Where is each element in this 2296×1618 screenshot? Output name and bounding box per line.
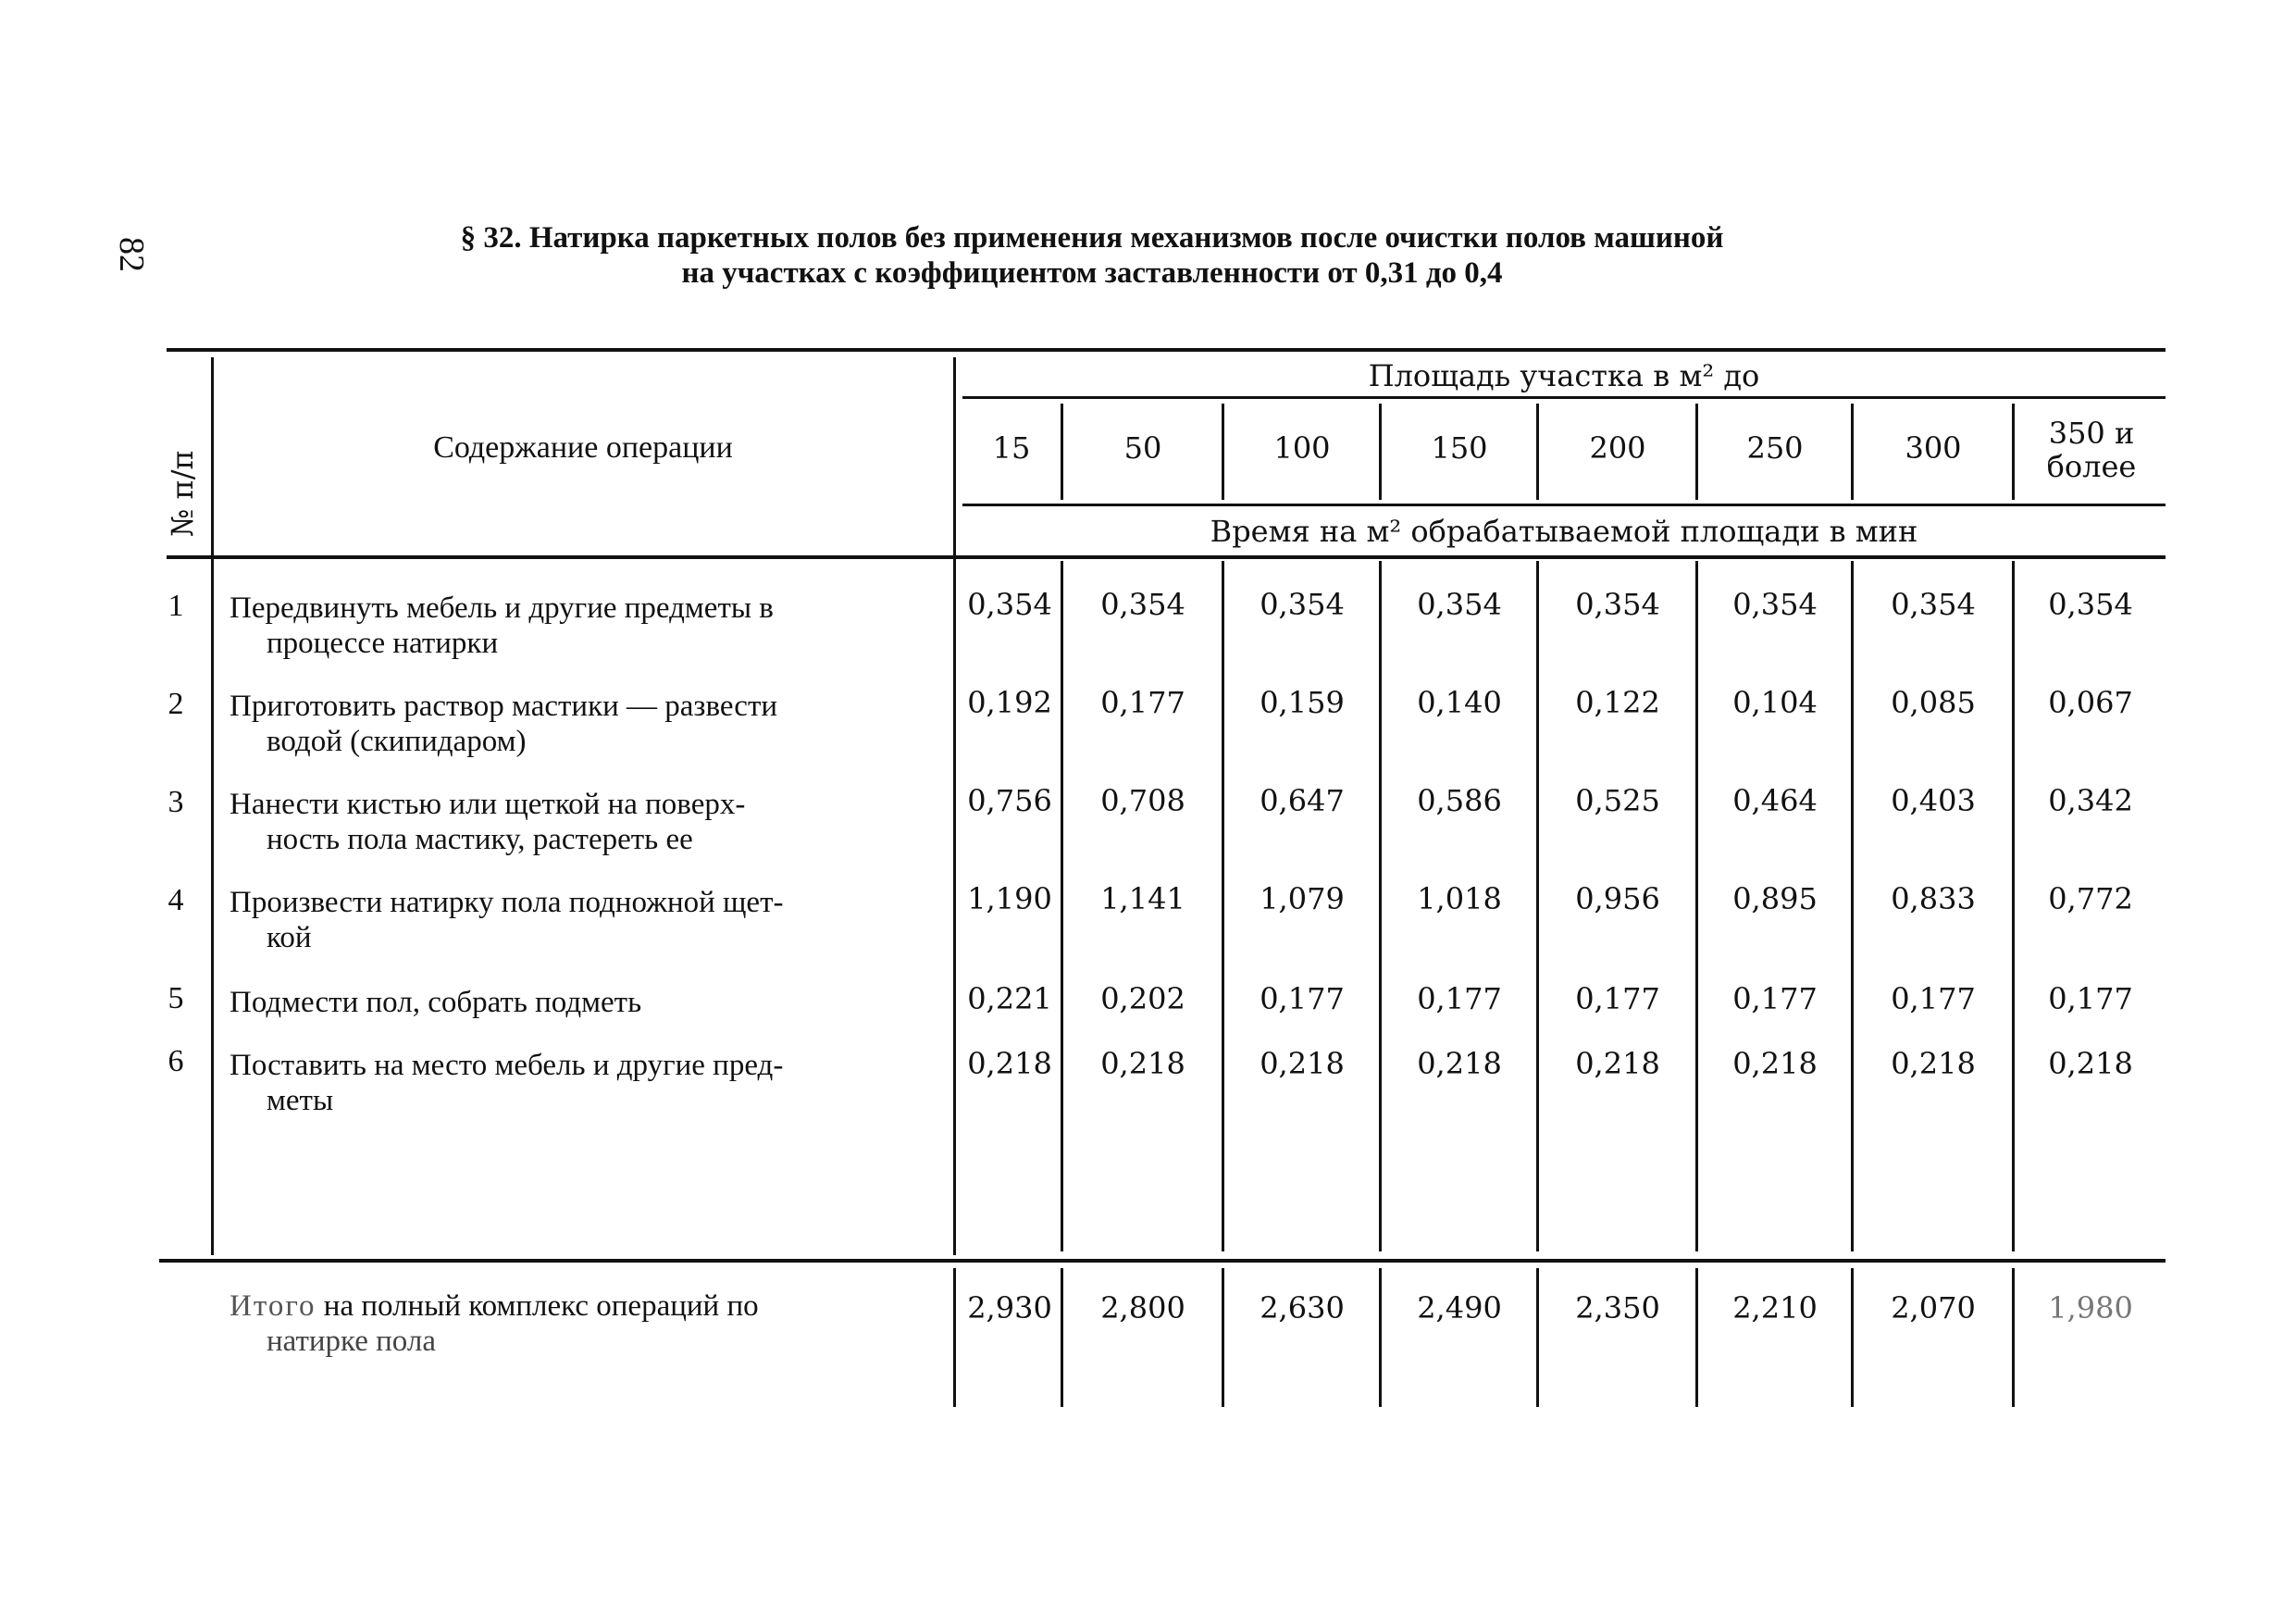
value-cell: 0,403 xyxy=(1891,783,1976,818)
total-value-cell: 2,800 xyxy=(1100,1290,1185,1326)
value-cell: 0,177 xyxy=(2048,981,2133,1016)
value-cell: 0,354 xyxy=(2048,587,2133,622)
area-header-text: Площадь участка в м² до xyxy=(1368,358,1760,393)
body-col-divider xyxy=(1536,561,1539,1251)
area-col-divider xyxy=(1379,404,1382,500)
operation-line: процессе натирки xyxy=(267,627,499,660)
title-line-2: на участках с коэффициентом заставленности от 0,31 до 0,4 xyxy=(681,256,1503,290)
col-divider-op xyxy=(953,357,956,1255)
value-cell: 0,708 xyxy=(1100,783,1185,818)
total-value-cell: 2,210 xyxy=(1732,1290,1818,1326)
area-col-divider xyxy=(1222,404,1224,500)
value-cell: 0,464 xyxy=(1732,783,1818,818)
value-cell: 1,141 xyxy=(1100,881,1185,916)
area-columns-underline xyxy=(962,504,2166,506)
value-cell: 0,218 xyxy=(1575,1046,1660,1081)
value-cell: 1,018 xyxy=(1417,881,1502,916)
total-col-divider xyxy=(1851,1268,1854,1407)
operation-text xyxy=(230,689,933,759)
area-col-300: 300 xyxy=(1905,430,1962,466)
row-number: 4 xyxy=(168,883,184,917)
row-number-header: № п/п xyxy=(165,450,200,537)
area-col-divider xyxy=(1851,404,1854,500)
operation-line: Передвинуть мебель и другие предметы в xyxy=(230,591,774,625)
value-cell: 0,177 xyxy=(1260,981,1345,1016)
time-header: Время на м² обрабатываемой площади в мин xyxy=(1210,514,1918,549)
value-cell: 0,218 xyxy=(967,1046,1052,1081)
table-top-rule xyxy=(167,348,2166,352)
value-cell: 0,177 xyxy=(1575,981,1660,1016)
operation-text xyxy=(230,787,933,857)
operation-line: ность пола мастику, растереть ее xyxy=(267,823,693,856)
operation-line: Подмести пол, собрать подметь xyxy=(230,986,642,1019)
value-cell: 0,354 xyxy=(1260,587,1345,622)
row-number: 5 xyxy=(168,981,184,1015)
total-value-cell: 2,070 xyxy=(1891,1290,1976,1326)
value-cell: 0,192 xyxy=(967,685,1052,720)
area-col-divider xyxy=(2012,404,2015,500)
value-cell: 0,354 xyxy=(1417,587,1502,622)
total-value-cell: 2,630 xyxy=(1260,1290,1345,1326)
total-label xyxy=(230,1288,933,1359)
value-cell: 0,354 xyxy=(1891,587,1976,622)
total-col-divider xyxy=(1222,1268,1224,1407)
value-cell: 1,079 xyxy=(1260,881,1345,916)
value-cell: 0,833 xyxy=(1891,881,1976,916)
title-line-1: § 32. Натирка паркетных полов без применения механизмов после очистки полов машиной xyxy=(460,221,1724,255)
area-col-divider xyxy=(1695,404,1698,500)
value-cell: 0,525 xyxy=(1575,783,1660,818)
value-cell: 0,221 xyxy=(967,981,1052,1016)
area-col-100: 100 xyxy=(1273,430,1331,466)
value-cell: 0,177 xyxy=(1891,981,1976,1016)
value-cell: 0,218 xyxy=(1417,1046,1502,1081)
row-number: 1 xyxy=(168,589,184,623)
value-cell: 0,177 xyxy=(1732,981,1818,1016)
total-value-cell: 2,930 xyxy=(967,1290,1052,1326)
value-cell: 0,122 xyxy=(1575,685,1660,720)
value-cell: 0,202 xyxy=(1100,981,1185,1016)
value-cell: 0,177 xyxy=(1417,981,1502,1016)
operation-text xyxy=(230,985,933,1020)
body-col-divider xyxy=(1695,561,1698,1251)
area-header xyxy=(962,359,2166,392)
total-label-word: Итого xyxy=(230,1289,316,1323)
total-value-cell: 2,350 xyxy=(1575,1290,1660,1326)
area-col-divider xyxy=(1061,404,1063,500)
body-col-divider xyxy=(1379,561,1382,1251)
value-cell: 0,218 xyxy=(2048,1046,2133,1081)
value-cell: 0,956 xyxy=(1575,881,1660,916)
value-cell: 0,218 xyxy=(1260,1046,1345,1081)
area-header-underline xyxy=(962,396,2166,399)
value-cell: 0,177 xyxy=(1100,685,1185,720)
value-cell: 0,342 xyxy=(2048,783,2133,818)
area-col-150: 150 xyxy=(1431,430,1488,466)
operation-text xyxy=(230,885,933,955)
area-col-250: 250 xyxy=(1746,430,1804,466)
value-cell: 0,067 xyxy=(2048,685,2133,720)
section-title xyxy=(167,220,2017,291)
value-cell: 0,140 xyxy=(1417,685,1502,720)
operation-line: водой (скипидаром) xyxy=(267,725,527,758)
value-cell: 0,354 xyxy=(967,587,1052,622)
operation-line: Нанести кистью или щеткой на поверх- xyxy=(230,788,746,821)
value-cell: 0,218 xyxy=(1100,1046,1185,1081)
operation-line: кой xyxy=(267,921,312,954)
value-cell: 0,354 xyxy=(1100,587,1185,622)
value-cell: 0,772 xyxy=(2048,881,2133,916)
value-cell: 0,895 xyxy=(1732,881,1818,916)
area-col-200: 200 xyxy=(1589,430,1646,466)
total-col-divider xyxy=(1695,1268,1698,1407)
operation-line: Приготовить раствор мастики — развести xyxy=(230,690,778,723)
operation-line: меты xyxy=(267,1084,334,1117)
operation-line: Произвести натирку пола подножной щет- xyxy=(230,886,784,919)
row-number: 3 xyxy=(168,785,184,819)
total-value-cell: 2,490 xyxy=(1417,1290,1502,1326)
total-label-line2: натирке пола xyxy=(267,1325,436,1358)
total-top-rule xyxy=(159,1259,2166,1263)
operation-text xyxy=(230,1048,933,1118)
total-col-divider xyxy=(1061,1268,1063,1407)
area-col-divider xyxy=(1536,404,1539,500)
area-col-350: 350 и более xyxy=(2046,416,2137,484)
operation-line: Поставить на место мебель и другие пред- xyxy=(230,1049,784,1082)
body-col-divider xyxy=(1061,561,1063,1251)
value-cell: 0,354 xyxy=(1575,587,1660,622)
value-cell: 0,218 xyxy=(1732,1046,1818,1081)
col-divider-op-total xyxy=(953,1268,956,1407)
page-number: 82 xyxy=(112,237,151,272)
operation-text xyxy=(230,591,933,661)
value-cell: 1,190 xyxy=(967,881,1052,916)
total-label-rest: на полный комплекс операций по xyxy=(323,1289,759,1323)
col-divider-num xyxy=(211,357,214,1255)
value-cell: 0,104 xyxy=(1732,685,1818,720)
total-col-divider xyxy=(1379,1268,1382,1407)
row-number: 2 xyxy=(168,687,184,721)
value-cell: 0,586 xyxy=(1417,783,1502,818)
body-col-divider xyxy=(1851,561,1854,1251)
total-col-divider xyxy=(1536,1268,1539,1407)
value-cell: 0,756 xyxy=(967,783,1052,818)
total-value-cell: 1,980 xyxy=(2048,1290,2133,1326)
body-col-divider xyxy=(2012,561,2015,1251)
row-number: 6 xyxy=(168,1044,184,1078)
value-cell: 0,218 xyxy=(1891,1046,1976,1081)
area-col-15: 15 xyxy=(992,430,1031,466)
total-col-divider xyxy=(2012,1268,2015,1407)
value-cell: 0,647 xyxy=(1260,783,1345,818)
value-cell: 0,354 xyxy=(1732,587,1818,622)
value-cell: 0,159 xyxy=(1260,685,1345,720)
operation-header: Содержание операции xyxy=(433,430,733,465)
header-bottom-rule xyxy=(167,555,2166,559)
area-col-50: 50 xyxy=(1123,430,1162,466)
value-cell: 0,085 xyxy=(1891,685,1976,720)
body-col-divider xyxy=(1222,561,1224,1251)
